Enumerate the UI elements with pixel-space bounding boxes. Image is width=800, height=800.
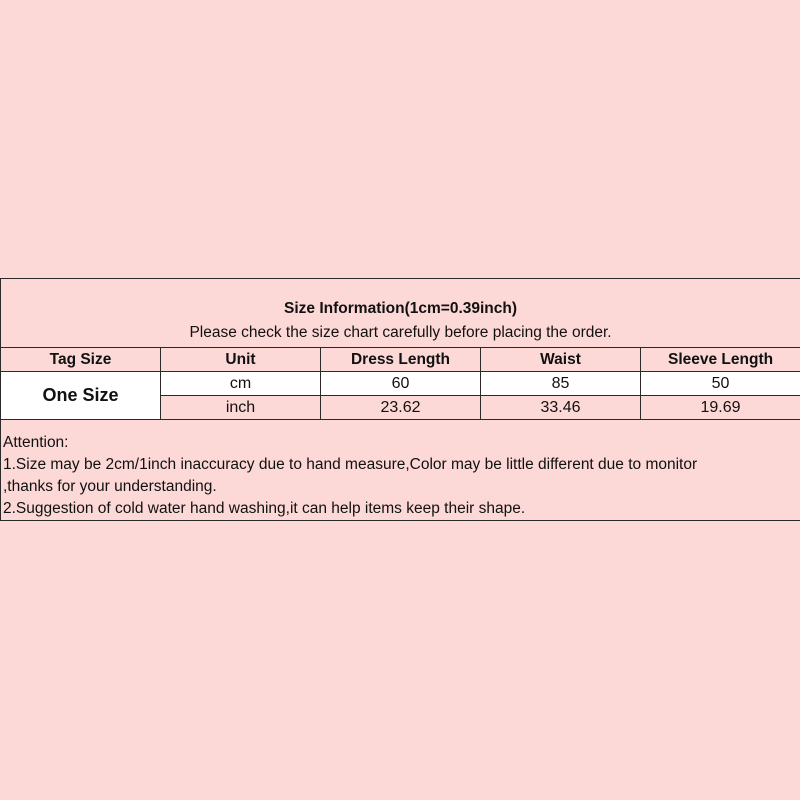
note-line-1-continued: ,thanks for your understanding. xyxy=(3,478,217,495)
tag-size-cell: One Size xyxy=(1,372,161,420)
note-line-1: 1.Size may be 2cm/1inch inaccuracy due to hand measure,Color may be little different due to monitor xyxy=(3,456,698,473)
dress-length-cell: 23.62 xyxy=(321,396,481,420)
dress-length-cell: 60 xyxy=(321,372,481,396)
title-cell xyxy=(1,279,800,348)
notes-cell xyxy=(1,420,800,521)
column-header: Tag Size xyxy=(1,348,161,372)
size-chart-table xyxy=(0,278,800,521)
chart-subtitle: Please check the size chart carefully before placing the order. xyxy=(189,324,612,341)
sleeve-length-cell: 50 xyxy=(641,372,800,396)
column-header: Dress Length xyxy=(321,348,481,372)
unit-cell: cm xyxy=(161,372,321,396)
unit-cell: inch xyxy=(161,396,321,420)
header-row xyxy=(1,348,800,372)
waist-cell: 85 xyxy=(481,372,641,396)
column-header: Waist xyxy=(481,348,641,372)
table-row xyxy=(1,372,800,396)
column-header: Sleeve Length xyxy=(641,348,800,372)
sleeve-length-cell: 19.69 xyxy=(641,396,800,420)
attention-notes xyxy=(1,420,800,520)
note-line-2: 2.Suggestion of cold water hand washing,it can help items keep their shape. xyxy=(3,500,526,517)
column-header: Unit xyxy=(161,348,321,372)
waist-cell: 33.46 xyxy=(481,396,641,420)
chart-title: Size Information(1cm=0.39inch) xyxy=(284,300,518,317)
notes-heading: Attention: xyxy=(3,434,69,451)
